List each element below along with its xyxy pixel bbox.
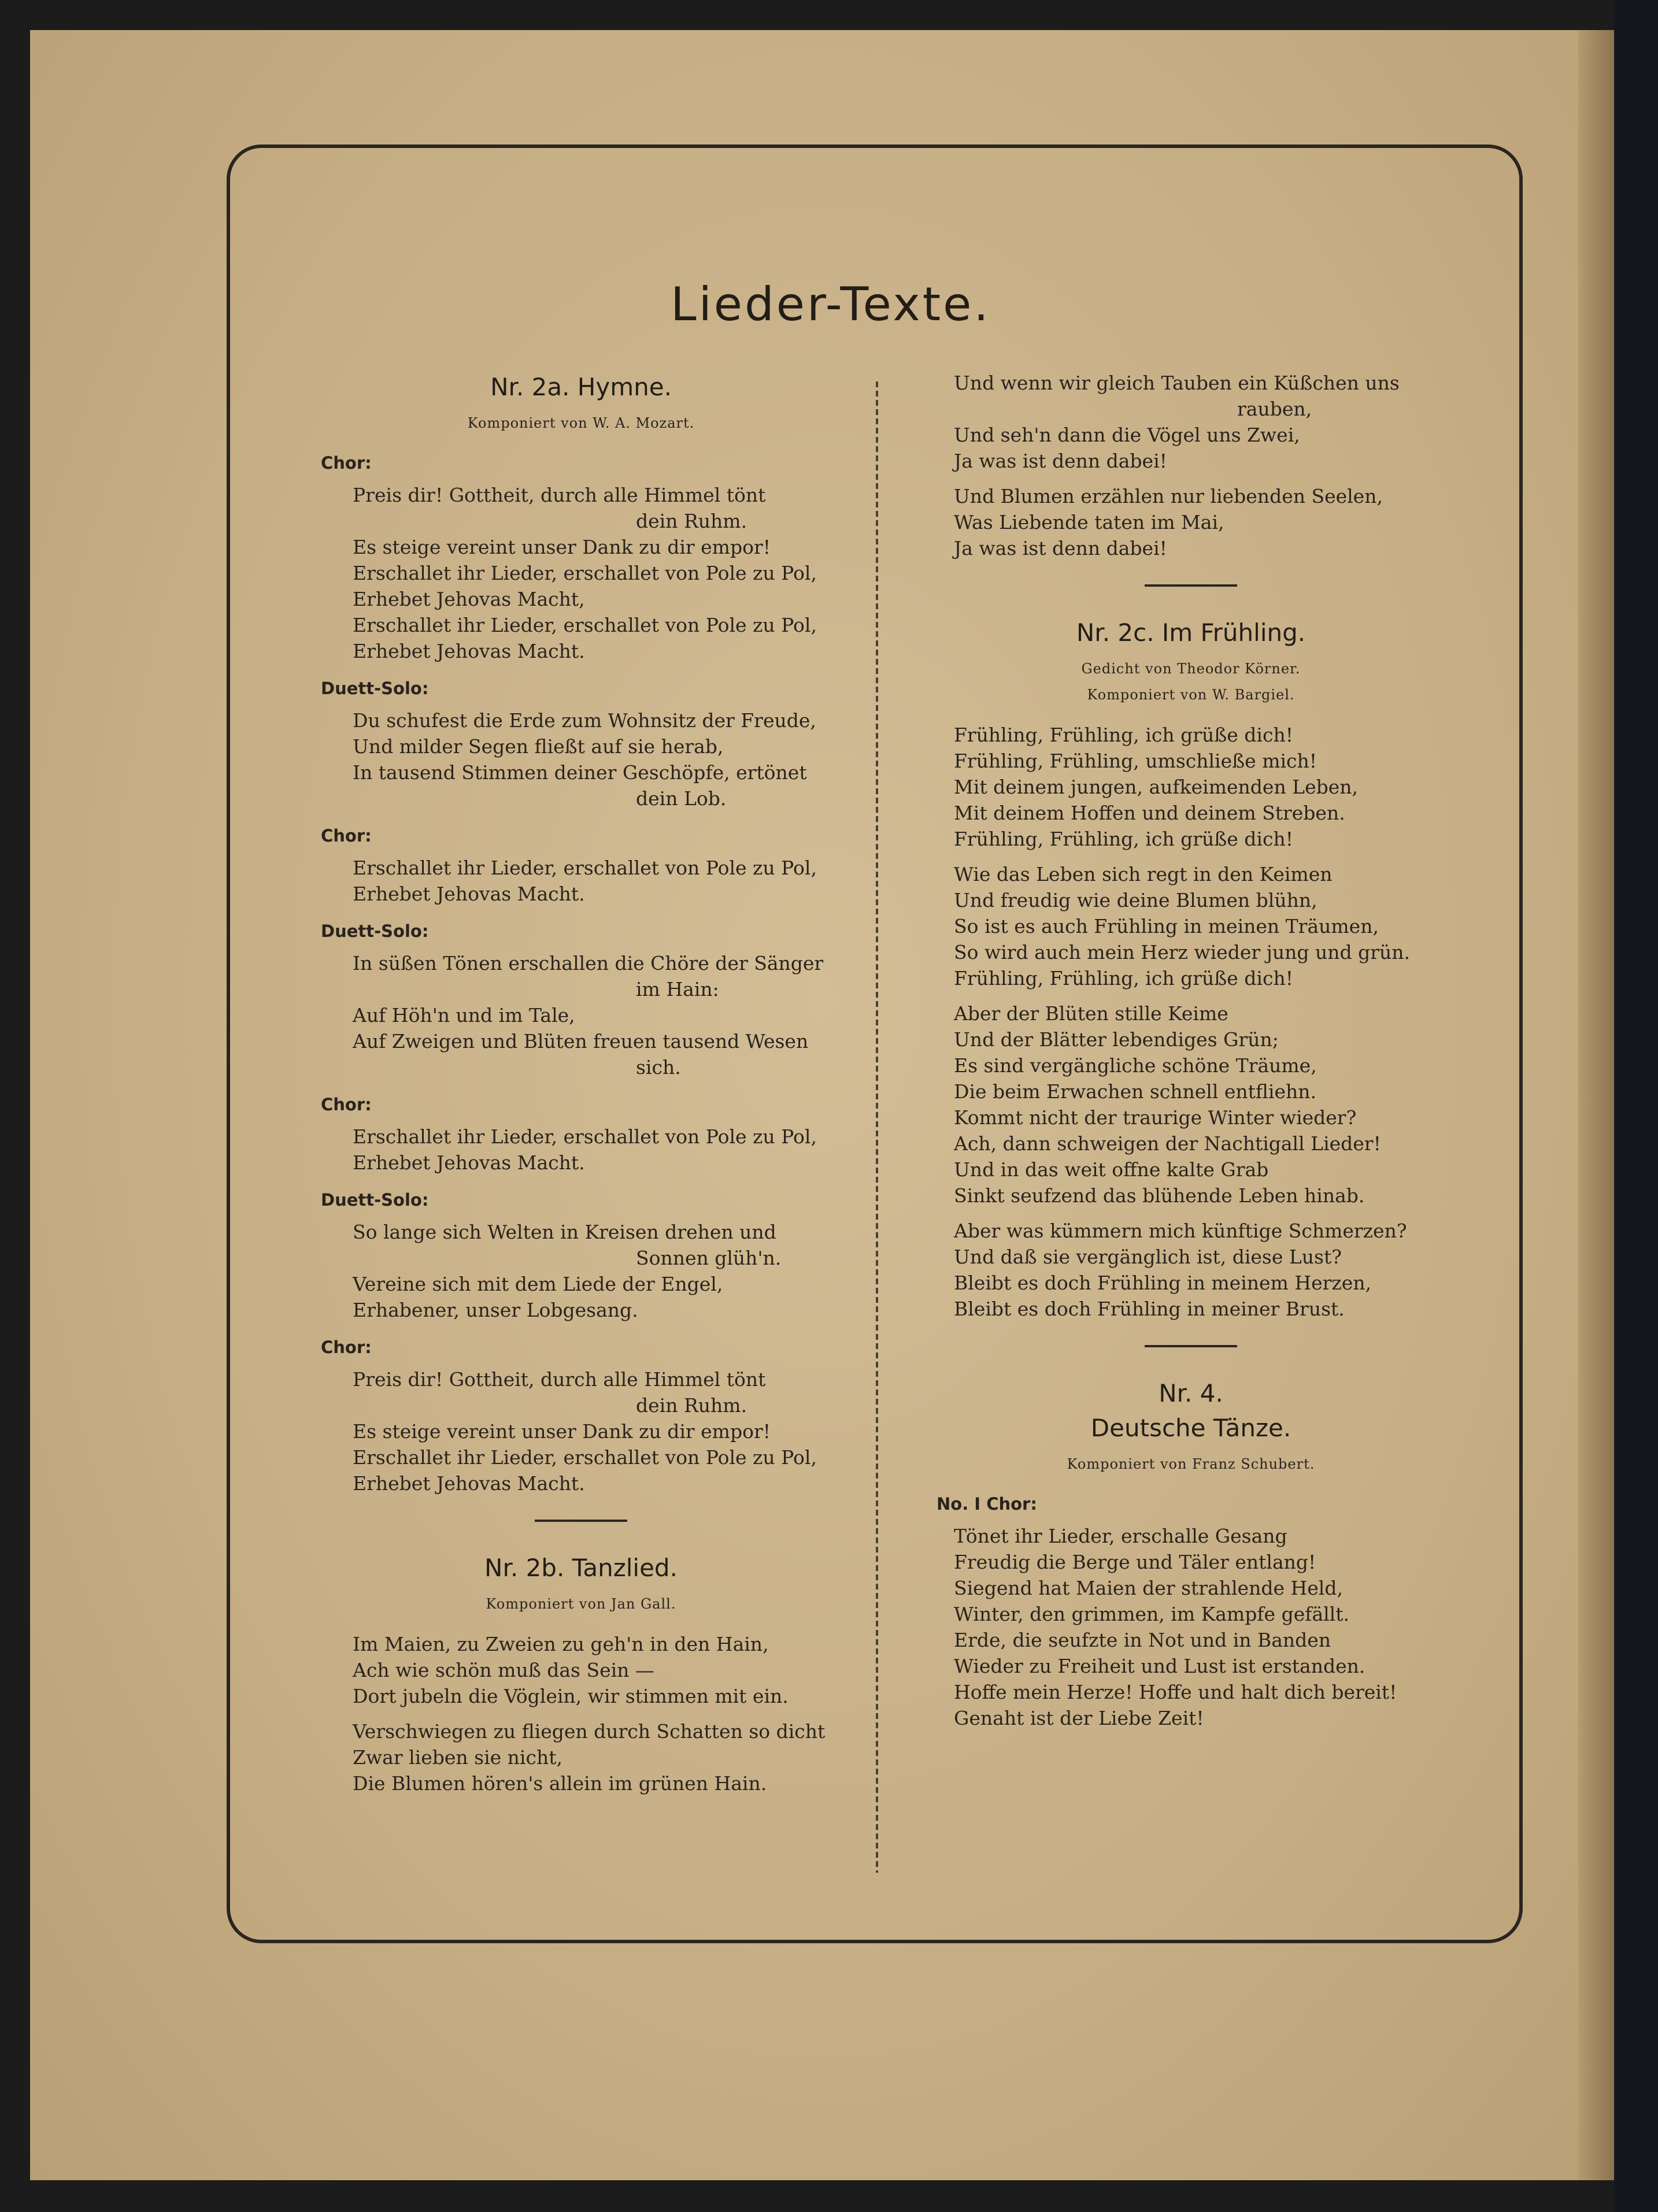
text-line: Sinkt seufzend das blühende Leben hinab. xyxy=(954,1184,1365,1207)
text-line: Es steige vereint unser Dank zu dir empor! xyxy=(353,1420,771,1443)
text-line: Ja was ist denn dabei! xyxy=(954,450,1167,472)
text-line: Winter, den grimmen, im Kampfe gefällt. xyxy=(954,1603,1349,1625)
text-line: Erhabener, unser Lobgesang. xyxy=(353,1299,638,1321)
text-line: Es sind vergängliche schöne Träume, xyxy=(954,1054,1317,1077)
text-line: Mit deinem Hoffen und deinem Streben. xyxy=(954,802,1345,824)
text-line: Frühling, Frühling, umschließe mich! xyxy=(954,750,1317,772)
text-line: Tönet ihr Lieder, erschalle Gesang xyxy=(954,1525,1287,1547)
text-line: Genaht ist der Liebe Zeit! xyxy=(954,1707,1204,1729)
part-label: Duett-Solo: xyxy=(321,1190,429,1210)
text-line: Preis dir! Gottheit, durch alle Himmel tönt xyxy=(353,1368,766,1391)
text-line: Erhebet Jehovas Macht. xyxy=(353,883,585,905)
stanza xyxy=(954,1218,1451,1322)
hymne-parts xyxy=(321,450,841,1496)
text-line: So lange sich Welten in Kreisen drehen und xyxy=(353,1221,776,1243)
text-line: Aber der Blüten stille Keime xyxy=(954,1002,1228,1025)
section-rule xyxy=(1145,584,1237,587)
text-line: So wird auch mein Herz wieder jung und grün. xyxy=(954,941,1411,964)
text-line: Und daß sie vergänglich ist, diese Lust? xyxy=(954,1246,1342,1268)
page-title: Lieder-Texte. xyxy=(671,277,991,331)
text-line: Ja was ist denn dabei! xyxy=(954,537,1167,560)
text-line: Erschallet ihr Lieder, erschallet von Pole zu Pol, xyxy=(353,857,817,879)
text-line: Auf Höh'n und im Tale, xyxy=(353,1004,575,1027)
left-column xyxy=(321,370,841,1806)
text-line: Und der Blätter lebendiges Grün; xyxy=(954,1028,1279,1051)
text-line: Frühling, Frühling, ich grüße dich! xyxy=(954,967,1293,990)
song-credit: Komponiert von Jan Gall. xyxy=(486,1596,676,1612)
text-line: Freudig die Berge und Täler entlang! xyxy=(954,1551,1316,1573)
text-line: Sonnen glüh'n. xyxy=(636,1247,782,1269)
part-label: Chor: xyxy=(321,1337,372,1357)
stanza xyxy=(353,707,841,812)
text-line: Erhebet Jehovas Macht. xyxy=(353,640,585,662)
text-line: Erschallet ihr Lieder, erschallet von Pole zu Pol, xyxy=(353,562,817,584)
text-line: dein Lob. xyxy=(636,787,727,810)
part-label: Chor: xyxy=(321,826,372,846)
text-line: Aber was kümmern mich künftige Schmerzen? xyxy=(954,1220,1407,1242)
stanza xyxy=(353,1366,841,1496)
text-line: Die beim Erwachen schnell entfliehn. xyxy=(954,1080,1316,1103)
stanza xyxy=(353,855,841,907)
text-line: Vereine sich mit dem Liede der Engel, xyxy=(353,1273,723,1295)
text-line: So ist es auch Frühling in meinen Träumen, xyxy=(954,915,1379,938)
song-credit: Komponiert von Franz Schubert. xyxy=(1067,1456,1315,1472)
part-label: Duett-Solo: xyxy=(321,921,429,941)
text-line: Und freudig wie deine Blumen blühn, xyxy=(954,889,1317,912)
text-line: sich. xyxy=(636,1056,681,1079)
song-number: Nr. 4. xyxy=(1159,1379,1223,1407)
song-heading-fruehling: Nr. 2c. Im Frühling. xyxy=(1076,618,1306,647)
scan-edge xyxy=(1614,0,1658,2212)
column-divider xyxy=(876,381,878,1873)
text-line: Und Blumen erzählen nur liebenden Seelen, xyxy=(954,485,1383,507)
text-line: dein Ruhm. xyxy=(636,510,747,532)
stanza xyxy=(954,861,1451,991)
song-credit: Gedicht von Theodor Körner. xyxy=(1081,661,1301,677)
song-heading-hymne: Nr. 2a. Hymne. xyxy=(490,373,672,401)
stanza xyxy=(954,483,1451,561)
taenze-lines xyxy=(954,1523,1451,1731)
text-line: Dort jubeln die Vöglein, wir stimmen mit ein. xyxy=(353,1685,789,1707)
stanza xyxy=(954,1001,1451,1209)
text-line: In süßen Tönen erschallen die Chöre der Sänger xyxy=(353,952,824,975)
song-credit: Komponiert von W. Bargiel. xyxy=(1087,687,1295,703)
stanza xyxy=(353,1631,841,1709)
text-line: rauben, xyxy=(1237,398,1312,420)
text-line: Im Maien, zu Zweien zu geh'n in den Hain, xyxy=(353,1633,769,1655)
text-line: Kommt nicht der traurige Winter wieder? xyxy=(954,1106,1357,1129)
song-heading-taenze: Deutsche Tänze. xyxy=(1090,1414,1291,1442)
song-heading-tanzlied: Nr. 2b. Tanzlied. xyxy=(484,1554,678,1582)
text-line: In tausend Stimmen deiner Geschöpfe, ertönet xyxy=(353,761,807,784)
text-line: Erhebet Jehovas Macht. xyxy=(353,1472,585,1495)
text-line: Erschallet ihr Lieder, erschallet von Pole zu Pol, xyxy=(353,1446,817,1469)
text-line: Erhebet Jehovas Macht, xyxy=(353,588,585,610)
text-line: Frühling, Frühling, ich grüße dich! xyxy=(954,724,1293,746)
text-line: Es steige vereint unser Dank zu dir empor! xyxy=(353,536,771,558)
text-line: Erhebet Jehovas Macht. xyxy=(353,1151,585,1174)
text-line: Erde, die seufzte in Not und in Banden xyxy=(954,1629,1331,1651)
text-line: Erschallet ihr Lieder, erschallet von Pole zu Pol, xyxy=(353,1125,817,1148)
part-label: Duett-Solo: xyxy=(321,679,429,698)
text-line: Ach, dann schweigen der Nachtigall Lieder! xyxy=(954,1132,1381,1155)
stanza xyxy=(954,722,1451,852)
fruehling-stanzas xyxy=(931,722,1451,1322)
section-rule xyxy=(1145,1345,1237,1347)
text-line: Frühling, Frühling, ich grüße dich! xyxy=(954,828,1293,850)
text-line: Wie das Leben sich regt in den Keimen xyxy=(954,863,1333,885)
stanza xyxy=(954,370,1451,474)
text-line: Siegend hat Maien der strahlende Held, xyxy=(954,1577,1343,1599)
text-line: Hoffe mein Herze! Hoffe und halt dich bereit! xyxy=(954,1681,1397,1703)
text-line: Mit deinem jungen, aufkeimenden Leben, xyxy=(954,776,1359,798)
text-line: im Hain: xyxy=(636,978,719,1001)
text-line: Preis dir! Gottheit, durch alle Himmel tönt xyxy=(353,484,766,506)
part-label: Chor: xyxy=(321,453,372,473)
text-line: Bleibt es doch Frühling in meinem Herzen, xyxy=(954,1272,1372,1294)
song-credit: Komponiert von W. A. Mozart. xyxy=(467,415,695,431)
text-line: Du schufest die Erde zum Wohnsitz der Freude, xyxy=(353,709,816,732)
tanzlied-stanzas xyxy=(321,1631,841,1796)
text-line: Erschallet ihr Lieder, erschallet von Pole zu Pol, xyxy=(353,614,817,636)
text-line: Ach wie schön muß das Sein — xyxy=(353,1659,654,1681)
text-line: Verschwiegen zu fliegen durch Schatten so dicht xyxy=(353,1720,826,1743)
text-line: Bleibt es doch Frühling in meiner Brust. xyxy=(954,1298,1345,1320)
stanza xyxy=(353,1718,841,1796)
page-spine xyxy=(1578,30,1614,2180)
text-line: Zwar lieben sie nicht, xyxy=(353,1746,562,1769)
section-rule xyxy=(535,1520,627,1522)
text-line: Die Blumen hören's allein im grünen Hain. xyxy=(353,1772,767,1795)
stanza xyxy=(353,482,841,664)
text-line: Wieder zu Freiheit und Lust ist erstanden. xyxy=(954,1655,1365,1677)
right-column xyxy=(931,370,1451,1740)
text-line: Und milder Segen fließt auf sie herab, xyxy=(353,735,724,758)
text-line: Auf Zweigen und Blüten freuen tausend Wesen xyxy=(353,1030,809,1053)
part-label: No. I Chor: xyxy=(937,1494,1037,1514)
text-line: dein Ruhm. xyxy=(636,1394,747,1417)
text-line: Und seh'n dann die Vögel uns Zwei, xyxy=(954,424,1300,446)
tanzlied-continuation xyxy=(931,370,1451,561)
stanza xyxy=(353,950,841,1080)
part-label: Chor: xyxy=(321,1095,372,1114)
text-line: Und wenn wir gleich Tauben ein Küßchen uns xyxy=(954,372,1400,394)
stanza xyxy=(353,1219,841,1323)
stanza xyxy=(353,1124,841,1176)
text-line: Und in das weit offne kalte Grab xyxy=(954,1158,1269,1181)
text-line: Was Liebende taten im Mai, xyxy=(954,511,1224,533)
